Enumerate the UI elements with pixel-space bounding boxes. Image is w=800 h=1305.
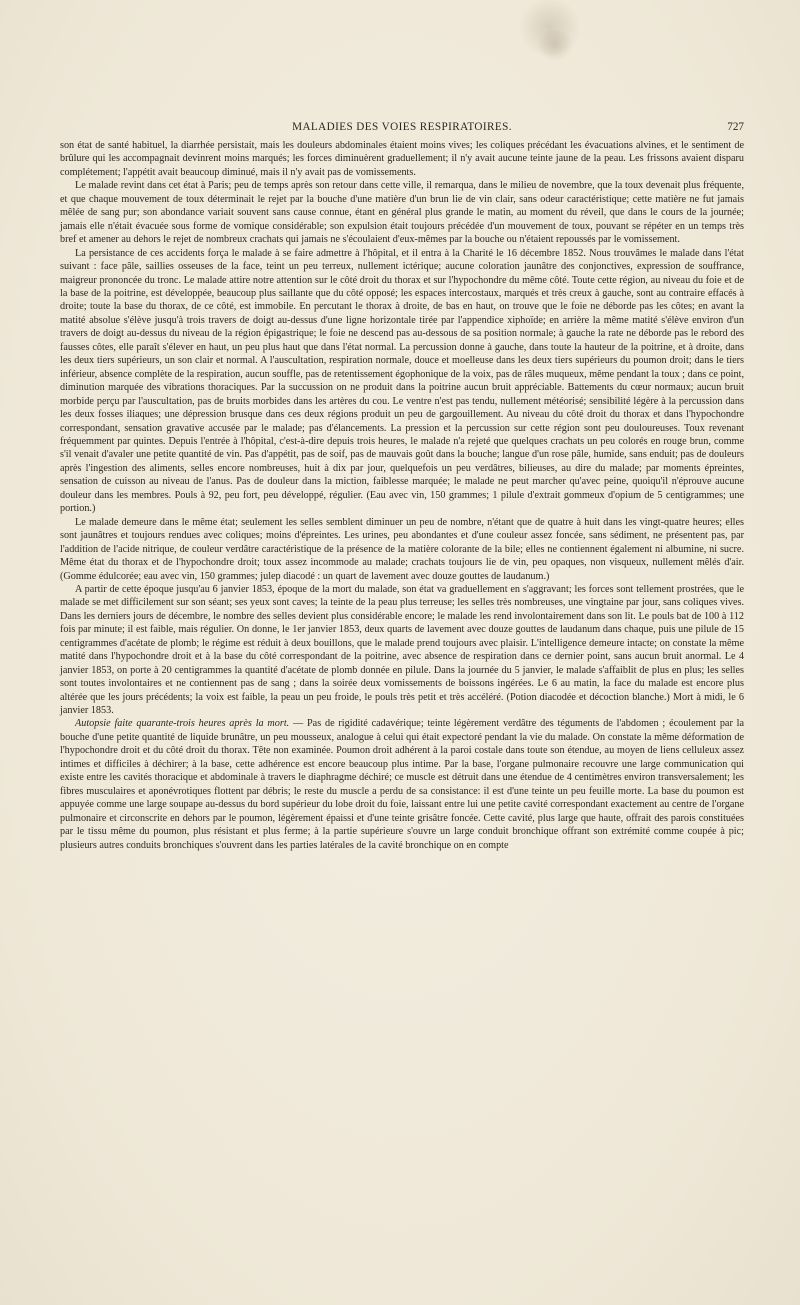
page-header — [60, 121, 744, 137]
body-text — [60, 139, 744, 852]
paragraph: Le malade demeure dans le même état; seulement les selles semblent diminuer un peu de nombre, n'étant que de quatre à huit dans les vingt-quatre heures; elles sont jaunâtres et toujours rendues avec coliques; moins d'épreintes. Les urines, peu abondantes et d'une couleur assez foncée, sans sédiment, ne présentent pas, par l'addition de l'acide nitrique, de couleur verdâtre caractéristique de la présence de la matière colorante de la bile; elles ne contiennent également ni albumine, ni sucre. Même état du thorax et de l'hypochondre droit; toux assez incommode au malade; crachats toujours lie de vin, peu opaques, non visqueux, nullement mêlés d'air. (Gomme édulcorée; eau avec vin, 150 grammes; julep diacodé : un quart de lavement avec douze gouttes de laudanum.) — [60, 516, 744, 582]
paragraph: La persistance de ces accidents força le malade à se faire admettre à l'hôpital, et il entra à la Charité le 16 décembre 1852. Nous trouvâmes le malade dans l'état suivant : face pâle, saillies osseuses de la face, teint un peu terreux, nullement ictérique; aucune coloration jaunâtre des conjonctives, expression de souffrance, maigreur prononcée du tronc. Le malade attire notre attention sur le côté droit du thorax et sur l'hypochondre du même côté. Toute cette région, au niveau du foie et de la base de la poitrine, est développée, beaucoup plus saillante que du côté opposé; les espaces intercostaux, marqués et très creux à gauche, sont au contraire effacés à droite; toute la base du thorax, de ce côté, est immobile. En percutant le thorax à droite, de bas en haut, on trouve que le foie ne déborde pas les côtes; en avant la matité absolue s'élève jusqu'à trois travers de doigt au-dessus d'une ligne horizontale tirée par l'appendice xiphoïde; en arrière la même matité s'élève environ d'un travers de doigt au-dessus du niveau de la région épigastrique; le foie ne descend pas au-dessous de sa position normale; à gauche la rate ne déborde pas le rebord des fausses côtes, elle paraît s'élever en haut, un peu plus haut que dans l'état normal. La percussion donne à gauche, dans toute la hauteur de la poitrine, et à droite, dans les deux tiers supérieurs, un son clair et normal. A l'auscultation, respiration normale, douce et moelleuse dans les deux tiers supérieurs du poumon droit; dans le tiers inférieur, absence complète de la respiration, aucun souffle, pas de retentissement égophonique de la voix, pas de râles muqueux, même pendant la toux ; dans ce point, diminution marquée des vibrations thoraciques. Par la succussion on ne produit dans la poitrine aucun bruit appréciable. Battements du cœur normaux; aucun bruit morbide perçu par l'auscultation, pas de bruits morbides dans les artères du cou. Le ventre n'est pas tendu, nullement météorisé; sensibilité légère à la percussion dans les deux fosses iliaques; une dépression brusque dans ces deux régions produit un peu de gargouillement. Au niveau du côté droit du thorax et dans l'hypochondre correspondant, sensation gravative accusée par le malade; pas d'élancements. La pression et la percussion sur cette région sont peu douloureuses. Toux revenant fréquemment par quintes. Depuis l'entrée à l'hôpital, c'est-à-dire depuis trois heures, le malade n'a rejeté que quelques crachats un peu colorés en rouge brun, comme s'il venait d'avaler une petite quantité de vin. Pas d'appétit, pas de soif, pas de mauvais goût dans la bouche; langue d'un rose pâle, humide, sans enduit; pas de douleurs après l'ingestion des aliments, selles encore nombreuses, huit à dix par jour, quelquefois un peu verdâtres, bilieuses, au dire du malade; par moments épreintes, sensation de cuisson au niveau de l'anus. Pas de douleur dans la miction, faiblesse marquée; le malade ne peut marcher qu'avec peine, quoiqu'il n'éprouve aucune douleur dans les membres. Pouls à 92, peu fort, peu développé, régulier. (Eau avec vin, 150 grammes; 1 pilule d'extrait gommeux d'opium de 5 centigrammes; une portion.) — [60, 247, 744, 515]
autopsy-lead: Autopsie faite quarante-trois heures après la mort. — [75, 718, 290, 730]
page-number: 727 — [727, 121, 744, 133]
autopsy-paragraph — [60, 717, 744, 852]
running-title: MALADIES DES VOIES RESPIRATOIRES. — [292, 121, 512, 133]
autopsy-text: — Pas de rigidité cadavérique; teinte légèrement verdâtre des téguments de l'abdomen ; écoulement par la bouche d'une petite quantité de liquide brunâtre, un peu mousseux, analogue à celui qui était expectoré pendant la vie du malade. On constate la même déformation de l'hypochondre droit et du côté droit du thorax. Tête non examinée. Poumon droit adhérent à la paroi costale dans toute son étendue, au moyen de liens celluleux assez intimes et difficiles à déchirer; à la base, cette adhérence est encore beaucoup plus intime. Par la base, l'organe pulmonaire recouvre une large communication qui existe entre les cavités thoracique et abdominale à travers le diaphragme déchiré; ce muscle est détruit dans une étendue de 4 centimètres environ transversalement; les fibres musculaires et aponévrotiques flottent par débris; le reste du muscle a perdu de sa consistance: il est d'une teinte un peu feuille morte. La base du poumon est appuyée comme une large soupape au-dessus du bord supérieur du lobe droit du foie, laissant entre lui une petite cavité correspondant exactement au centre de l'organe pulmonaire et circonscrite en dehors par le poumon, légèrement épaissi et d'une teinte grisâtre foncée. Cette cavité, plus large que haute, offrait des parois constituées par le tissu même du poumon, plus résistant et plus ferme; à la partie supérieure s'ouvre un large conduit bronchique offrant son extrémité comme coupée à pic; plusieurs autres conduits bronchiques s'ouvrent dans les parties latérales de la cavité bronchique on en compte — [60, 718, 744, 851]
paper-stain — [535, 30, 575, 60]
paragraph: A partir de cette époque jusqu'au 6 janvier 1853, époque de la mort du malade, son état va graduellement en s'aggravant; les forces sont tellement prostrées, que le malade se met difficilement sur son séant; ses yeux sont caves; la teinte de la peau plus terreuse; les selles très nombreuses, une vingtaine par jour, sans coliques vives. Dans les derniers jours de décembre, le nombre des selles devient plus considérable encore; le malade les rend involontairement dans son lit. Le pouls bat de 100 à 112 fois par minute; il est faible, mais régulier. On donne, le 1er janvier 1853, deux quarts de lavement avec douze gouttes de laudanum dans chaque, puis une pilule de 15 centigrammes d'acétate de plomb; le régime est réduit à deux bouillons, que le malade prend toujours avec plaisir. L'intelligence demeure intacte; on constate la même matité dans l'hypochondre droit et à la base du côté correspondant de la poitrine, avec absence de respiration dans ce dernier point, sans aucun bruit anormal. Le 4 janvier 1853, on porte à 20 centigrammes la quantité d'acétate de plomb donnée en pilule. Dans la journée du 5 janvier, le malade s'affaiblit de plus en plus; les selles sont toutes involontaires et ne contiennent pas de sang ; dans la soirée deux vomissements de boissons ingérées. Le 6 au matin, la face du malade est encore plus altérée que les jours précédents; la voix est faible, la peau un peu froide, le pouls très petit et très accéléré. (Potion diacodée et décoction blanche.) Mort à midi, le 6 janvier 1853. — [60, 583, 744, 717]
paragraph: son état de santé habituel, la diarrhée persistait, mais les douleurs abdominales étaient moins vives; les coliques précédant les évacuations alvines, et le sentiment de brûlure qui les accompagnait devinrent moins marqués; les forces diminuèrent graduellement; il n'y avait aucune teinte jaune de la peau. Les frissons avaient disparu complétement; l'appétit avait beaucoup diminué, mais il n'y avait pas de vomissements. — [60, 140, 744, 178]
paragraph: Le malade revint dans cet état à Paris; peu de temps après son retour dans cette ville, il remarqua, dans le milieu de novembre, que la toux devenait plus fréquente, et que chaque mouvement de toux déterminait le rejet par la bouche d'une matière d'un brun lie de vin clair, sans odeur caractéristique; cette matière ne fut jamais mêlée de sang pur; son abondance variait souvent sans cause connue, étant en général plus grande le matin, au moment du réveil, que dans le cours de la journée; jamais elle n'était évacuée sous forme de vomique considérable; son expulsion était toujours précédée d'un mouvement de toux, pouvant se répéter en un temps très bref et amener au dehors le rejet de nombreux crachats qui jamais ne s'écoulaient d'eux-mêmes par la bouche ou n'étaient repoussés par le vomissement. — [60, 180, 744, 246]
